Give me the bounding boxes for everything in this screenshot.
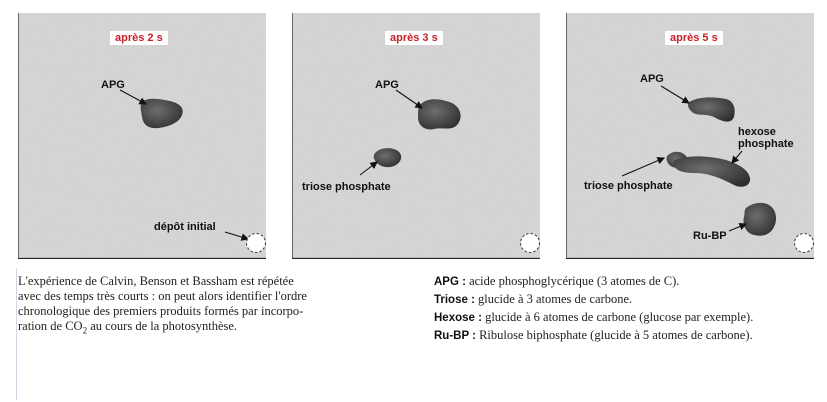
caption-text: ration de CO: [18, 319, 83, 333]
deposit-circle: [795, 234, 814, 253]
rubp-spot: [743, 203, 776, 236]
legend-text: glucide à 3 atomes de carbone.: [474, 292, 633, 306]
deposit-circle: [521, 234, 540, 253]
chromatogram-panel-2s: [18, 13, 266, 259]
legend-text: acide phosphoglycérique (3 atomes de C).: [465, 274, 680, 288]
legend-text: glucide à 6 atomes de carbone (glucose par exemple).: [481, 310, 754, 324]
legend-item: [434, 292, 822, 308]
caption-line: chronologique des premiers produits formés par incorpo-: [18, 304, 304, 318]
legend-item: [434, 328, 822, 344]
triose-label: triose phosphate: [584, 180, 673, 192]
apg-label: APG: [101, 79, 125, 91]
legend-item: [434, 274, 822, 290]
chromatogram-plate: [292, 13, 540, 259]
legend-term: APG :: [434, 276, 466, 288]
chromatogram-panel-3s: [292, 13, 540, 259]
triose-label: triose phosphate: [302, 181, 391, 193]
legend-text: Ribulose biphosphate (glucide à 5 atomes de carbone).: [475, 328, 753, 342]
caption-text: au cours de la photosynthèse.: [87, 319, 238, 333]
legend-item: [434, 310, 822, 326]
depot-label: dépôt initial: [154, 221, 216, 233]
legend-term: Ru-BP :: [434, 330, 476, 342]
caption-line: avec des temps très courts : on peut alors identifier l'ordre: [18, 289, 307, 303]
caption: [18, 274, 418, 339]
caption-rule: [16, 268, 17, 400]
deposit-circle: [247, 234, 266, 253]
apg-label: APG: [640, 73, 664, 85]
time-badge: après 3 s: [385, 31, 443, 45]
legend: [434, 274, 822, 346]
hexose-label: hexose phosphate: [738, 126, 794, 150]
chromatogram-panel-5s: [566, 13, 814, 259]
chromatogram-plate: [18, 13, 266, 259]
subscript: 2: [82, 325, 88, 336]
time-badge: après 2 s: [110, 31, 168, 45]
time-badge: après 5 s: [665, 31, 723, 45]
rubp-label: Ru-BP: [693, 230, 727, 242]
legend-term: Triose :: [434, 294, 475, 306]
apg-label: APG: [375, 79, 399, 91]
legend-term: Hexose :: [434, 312, 482, 324]
caption-line: [18, 319, 418, 339]
caption-line: L'expérience de Calvin, Benson et Bassham est répétée: [18, 274, 294, 288]
